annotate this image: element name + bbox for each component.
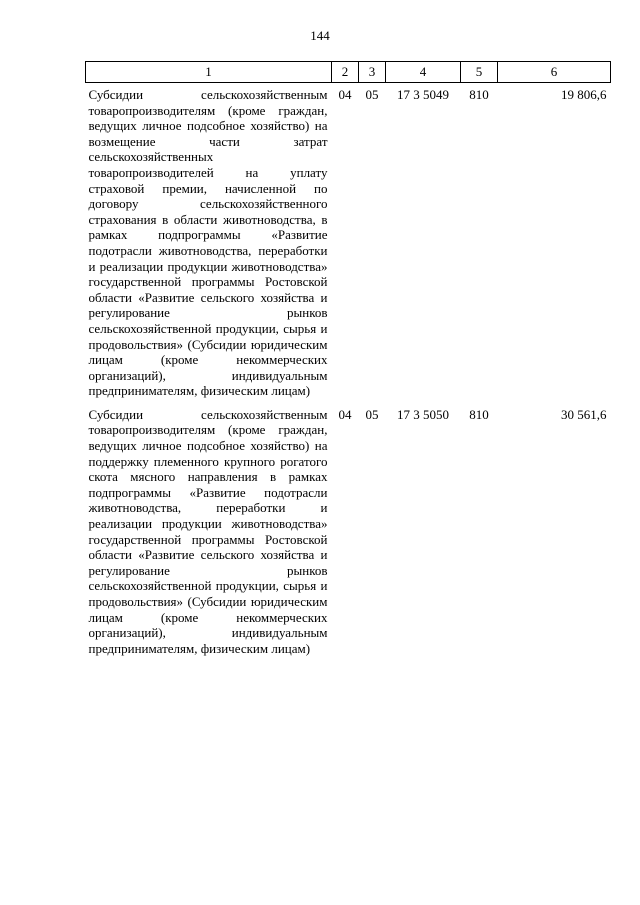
row-description: Субсидии сельскохозяйственным товаропроизводителям (кроме граждан, ведущих личное подсобное хозяйство) на возмещение части затрат сельскохозяйственных товаропроизводителей на уплату страховой премии, начисленной по договору сельскохозяйственного страхования в области животноводства, в рамках подпрограммы «Развитие подотрасли животноводства, переработки и реализации продукции животноводства» государственной программы Ростовской области «Развитие сельского хозяйства и регулирование рынков сельскохозяйственной продукции, сырья и продовольствия» (Субсидии юридическим лицам (кроме некоммерческих организаций), индивидуальным предпринимателям, физическим лицам) <box>88 87 328 399</box>
row-amount: 19 806,6 <box>561 87 607 102</box>
header-col-1: 1 <box>86 62 332 83</box>
table-body <box>86 83 611 661</box>
table-row <box>86 83 611 403</box>
header-col-3: 3 <box>359 62 386 83</box>
row-section-code: 04 <box>338 406 352 422</box>
row-target-article-code: 17 3 5049 <box>397 87 449 102</box>
row-target-article-code: 17 3 5050 <box>397 406 449 422</box>
table-header <box>86 62 611 83</box>
header-col-6: 6 <box>498 62 611 83</box>
row-subsection-code: 05 <box>365 87 379 102</box>
header-col-5: 5 <box>461 62 498 83</box>
row-subsection-code: 05 <box>365 406 379 422</box>
budget-table <box>85 61 611 660</box>
page-number: 144 <box>310 28 330 43</box>
header-col-2: 2 <box>332 62 359 83</box>
row-section-code: 04 <box>338 87 352 102</box>
row-description: Субсидии сельскохозяйственным товаропроизводителям (кроме граждан, ведущих личное подсобное хозяйство) на поддержку племенного крупного рогатого скота мясного направления в рамках подпрограммы «Развитие подотрасли животноводства, переработки и реализации продукции животноводства» государственной программы Ростовской области «Развитие сельского хозяйства и регулирование рынков сельскохозяйственной продукции, сырья и продовольствия» (Субсидии юридическим лицам (кроме некоммерческих организаций), индивидуальным предпринимателям, физическим лицам) <box>88 406 328 656</box>
header-row <box>86 62 611 83</box>
row-amount: 30 561,6 <box>561 406 607 422</box>
row-expense-type-code: 810 <box>469 87 489 102</box>
row-expense-type-code: 810 <box>469 406 489 422</box>
table-row <box>86 403 611 661</box>
header-col-4: 4 <box>386 62 461 83</box>
